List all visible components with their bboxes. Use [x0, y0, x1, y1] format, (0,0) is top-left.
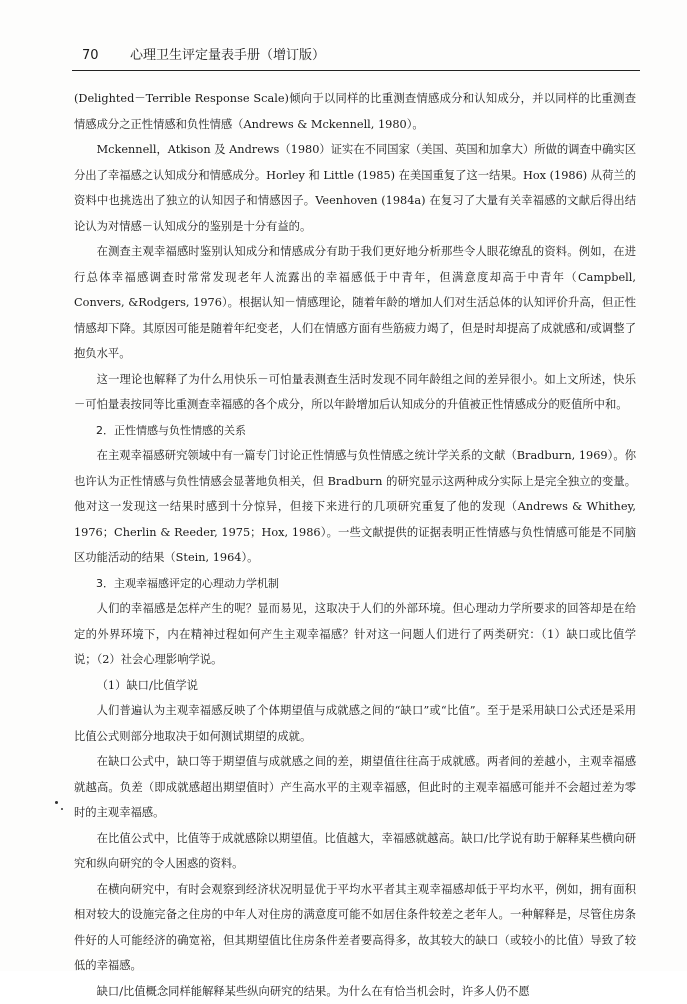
subsection-heading: （1）缺口/比值学说 [74, 673, 636, 699]
section-heading: 2．正性情感与负性情感的关系 [74, 418, 636, 444]
paragraph: 在主观幸福感研究领域中有一篇专门讨论正性情感与负性情感之统计学关系的文献（Bradburn, 1969）。你也许认为正性情感与负性情感会显著地负相关，但 Bradburn 的研究显示这两种成分实际上是完全独立的变量。他对这一发现这一结果时感到十分惊异，但接下来进行的几项研究重复了他的发现（Andrews & Whithey, 1976；Cherlin & Reeder, 1975；Hox, 1986）。一些文献提供的证据表明正性情感与负性情感可能是不同脑区功能活动的结果（Stein, 1964）。 [74, 443, 636, 571]
paragraph-continuation: (Delighted－Terrible Response Scale)倾向于以同样的比重测查情感成分和认知成分，并以同样的比重测查情感成分之正性情感和负性情感（Andrews & Mckennell, 1980）。 [74, 86, 636, 137]
paragraph: 这一理论也解释了为什么用快乐－可怕量表测查生活时发现不同年龄组之间的差异很小。如上文所述，快乐－可怕量表按同等比重测查幸福感的各个成分，所以年龄增加后认知成分的升值被正性情感成分的贬值所中和。 [74, 367, 636, 418]
header-rule [72, 70, 640, 71]
page-number: 70 [82, 46, 99, 66]
paragraph: Mckennell，Atkison 及 Andrews（1980）证实在不同国家（美国、英国和加拿大）所做的调查中确实区分出了幸福感之认知成分和情感成分。Horley 和 Little (1985) 在美国重复了这一结果。Hox (1986) 从荷兰的资料中也挑选出了独立的认知因子和情感因子。Veenhoven (1984a) 在复习了大量有关幸福感的文献后得出结论认为对情感－认知成分的鉴别是十分有益的。 [74, 137, 636, 239]
section-heading: 3．主观幸福感评定的心理动力学机制 [74, 571, 636, 597]
paragraph: 缺口/比值概念同样能解释某些纵向研究的结果。为什么在有恰当机会时，许多人仍不愿 [74, 979, 636, 1004]
scan-speck [55, 801, 58, 804]
paragraph: 人们的幸福感是怎样产生的呢？显而易见，这取决于人们的外部环境。但心理动力学所要求的回答却是在给定的外界环境下，内在精神过程如何产生主观幸福感？针对这一问题人们进行了两类研究：（1）缺口或比值学说；（2）社会心理影响学说。 [74, 596, 636, 673]
body-text [74, 86, 636, 1004]
paragraph: 在横向研究中，有时会观察到经济状况明显优于平均水平者其主观幸福感却低于平均水平，例如，拥有面积相对较大的设施完备之住房的中年人对住房的满意度可能不如居住条件较差之老年人。一种解释是，尽管住房条件好的人可能经济的确宽裕，但其期望值比住房条件差者要高得多，故其较大的缺口（或较小的比值）导致了较低的幸福感。 [74, 877, 636, 979]
book-title: 心理卫生评定量表手册（增订版） [130, 46, 325, 66]
running-header [78, 46, 638, 68]
paragraph: 人们普遍认为主观幸福感反映了个体期望值与成就感之间的“缺口”或“比值”。至于是采用缺口公式还是采用比值公式则部分地取决于如何测试期望的成就。 [74, 698, 636, 749]
paragraph: 在缺口公式中，缺口等于期望值与成就感之间的差，期望值往往高于成就感。两者间的差越小，主观幸福感就越高。负差（即成就感超出期望值时）产生高水平的主观幸福感，但此时的主观幸福感可能并不会超过差为零时的主观幸福感。 [74, 749, 636, 826]
paragraph: 在测查主观幸福感时鉴别认知成分和情感成分有助于我们更好地分析那些令人眼花缭乱的资料。例如，在进行总体幸福感调查时常常发现老年人流露出的幸福感低于中青年，但满意度却高于中青年（Campbell, Convers, &Rodgers, 1976）。根据认知－情感理论，随着年龄的增加人们对生活总体的认知评价升高，但正性情感却下降。其原因可能是随着年纪变老，人们在情感方面有些筋疲力竭了，但是时却提高了成就感和/或调整了抱负水平。 [74, 239, 636, 367]
paragraph: 在比值公式中，比值等于成就感除以期望值。比值越大，幸福感就越高。缺口/比学说有助于解释某些横向研究和纵向研究的令人困惑的资料。 [74, 826, 636, 877]
scan-speck [61, 808, 63, 810]
